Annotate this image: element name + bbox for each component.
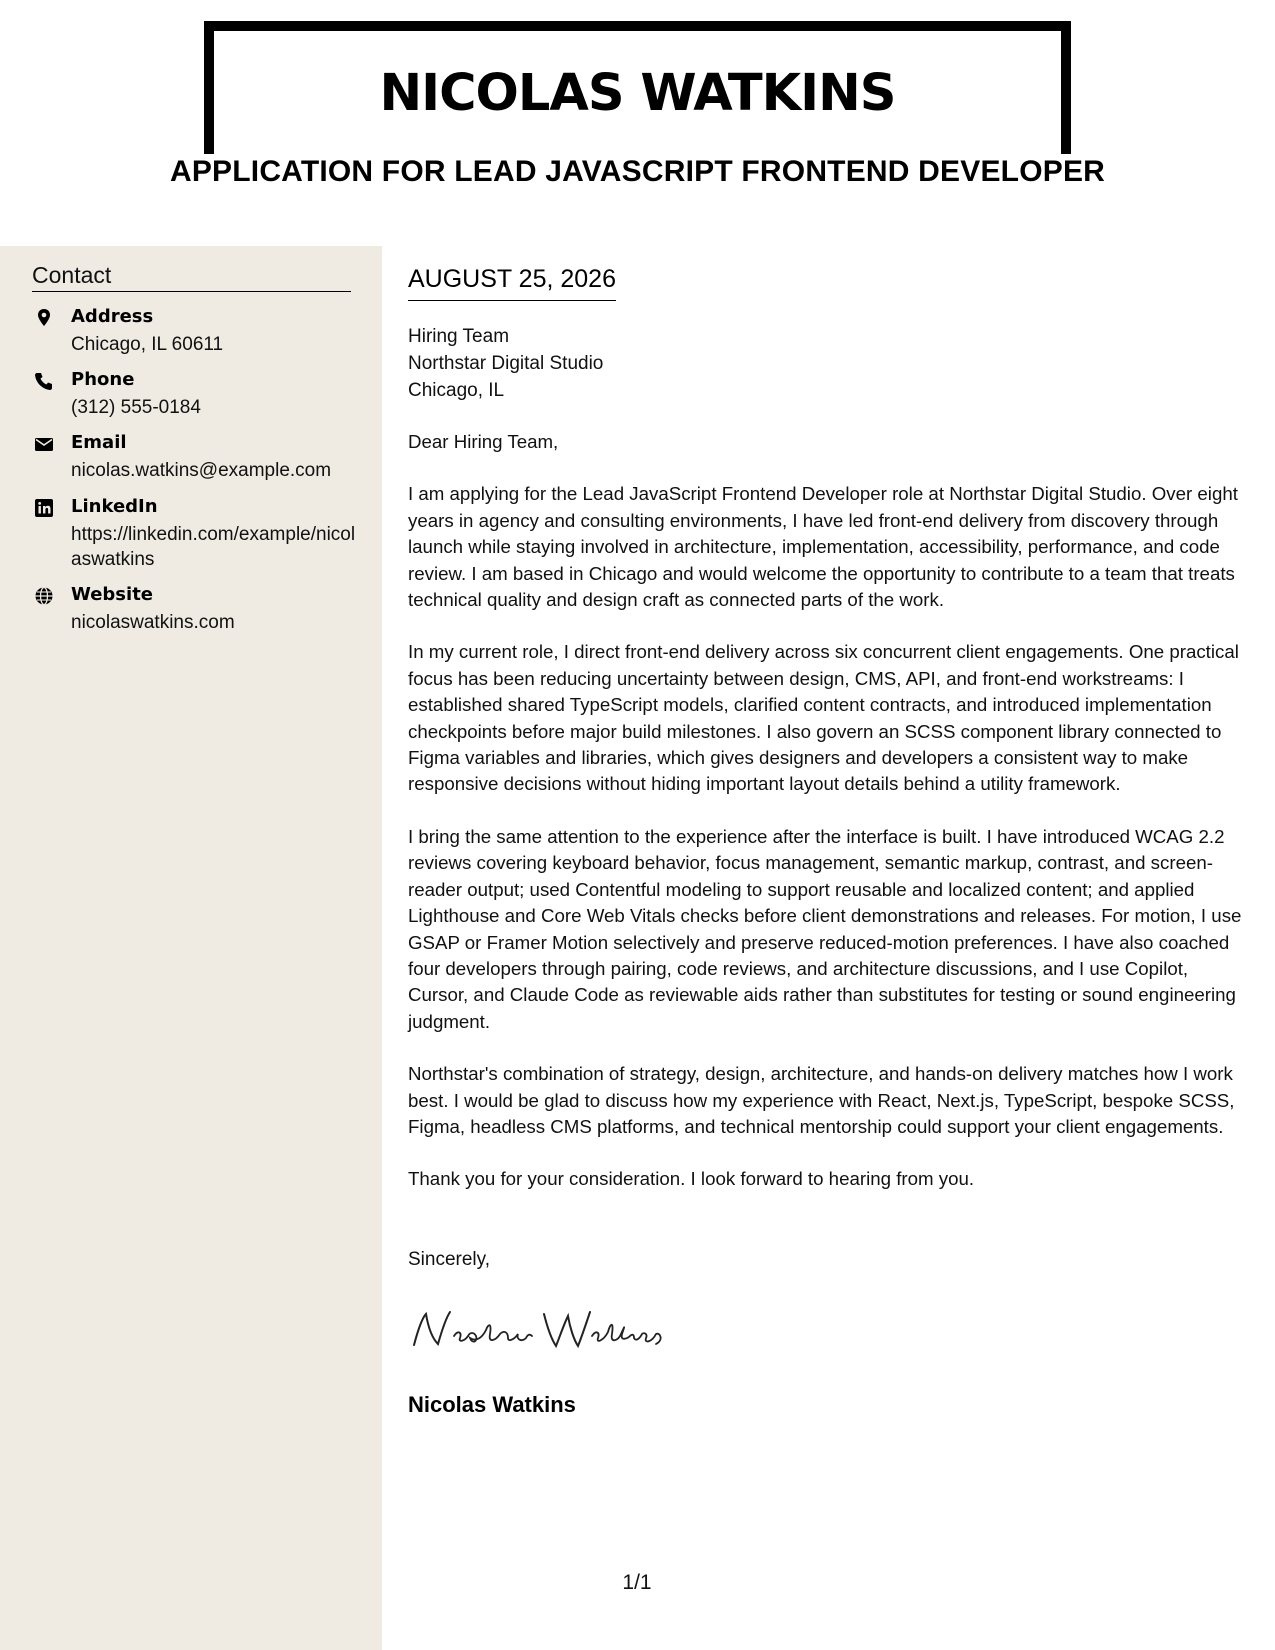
phone-icon: [34, 371, 54, 391]
address-value: Chicago, IL 60611: [71, 334, 224, 355]
body-paragraph: In my current role, I direct front-end delivery across six concurrent client engagements. One practical focus has been reducing uncertainty between design, CMS, API, and front-end workstreams: I established shared TypeScript models, clarified content contracts, and introduced implementation checkpoints before major build milestones. I also govern an SCSS component library connected to Figma variables and libraries, which gives designers and developers a consistent way to make responsive decisions without hiding important layout details behind a utility framework.: [408, 641, 1239, 795]
map-pin-icon: [34, 308, 54, 328]
closing: Sincerely,: [408, 1249, 491, 1270]
contact-sidebar: [0, 246, 382, 1650]
envelope-icon: [34, 434, 54, 454]
applicant-name: NICOLAS WATKINS: [379, 64, 896, 123]
body-paragraph: I bring the same attention to the experience after the interface is built. I have introduced WCAG 2.2 reviews covering keyboard behavior, focus management, semantic markup, contrast, and screen-reader output; used Contentful modeling to support reusable and localized content; and applied Lighthouse and Core Web Vitals checks before client demonstrations and releases. For motion, I use GSAP or Framer Motion selectively and preserve reduced-motion preferences. I have also coached four developers through pairing, code reviews, and architecture discussions, and I use Copilot, Cursor, and Claude Code as reviewable aids rather than substitutes for testing or sound engineering judgment.: [408, 825, 1242, 1032]
application-title: APPLICATION FOR LEAD JAVASCRIPT FRONTEND DEVELOPER: [169, 155, 1106, 188]
address-label: Address: [71, 306, 154, 327]
body-paragraph: I am applying for the Lead JavaScript Frontend Developer role at Northstar Digital Studio. Over eight years in agency and consulting environments, I have led front-end delivery from discovery through launch while staying involved in architecture, implementation, accessibility, performance, and code review. I am based in Chicago and would welcome the opportunity to contribute to a team that treats technical quality and design craft as connected parts of the work.: [408, 483, 1238, 611]
contact-heading: Contact: [32, 262, 351, 292]
handwritten-signature: [404, 1300, 674, 1360]
body-paragraph: Northstar's combination of strategy, design, architecture, and hands-on delivery matches how I work best. I would be glad to discuss how my experience with React, Next.js, TypeScript, bespoke SCSS, Figma, headless CMS platforms, and technical mentorship could support your client engagements.: [408, 1063, 1235, 1137]
website-value[interactable]: nicolaswatkins.com: [71, 612, 235, 633]
signed-name: Nicolas Watkins: [408, 1392, 576, 1417]
linkedin-value[interactable]: https://linkedin.com/example/nicolaswatkins: [71, 524, 356, 570]
linkedin-label: LinkedIn: [71, 496, 158, 517]
recipient-company: Northstar Digital Studio: [408, 353, 604, 374]
email-value[interactable]: nicolas.watkins@example.com: [71, 460, 332, 481]
linkedin-icon: [34, 498, 54, 518]
salutation: Dear Hiring Team,: [408, 431, 559, 452]
letter-body: [408, 429, 1248, 1219]
recipient-name: Hiring Team: [408, 326, 510, 347]
letter-date: AUGUST 25, 2026: [408, 265, 616, 301]
phone-label: Phone: [71, 369, 135, 390]
globe-icon: [34, 586, 54, 606]
website-label: Website: [71, 584, 154, 605]
email-label: Email: [71, 432, 127, 453]
recipient-block: [408, 323, 603, 404]
page-number: 1/1: [622, 1571, 652, 1594]
recipient-location: Chicago, IL: [408, 380, 505, 401]
body-paragraph: Thank you for your consideration. I look forward to hearing from you.: [408, 1168, 975, 1190]
phone-value: (312) 555-0184: [71, 397, 201, 418]
